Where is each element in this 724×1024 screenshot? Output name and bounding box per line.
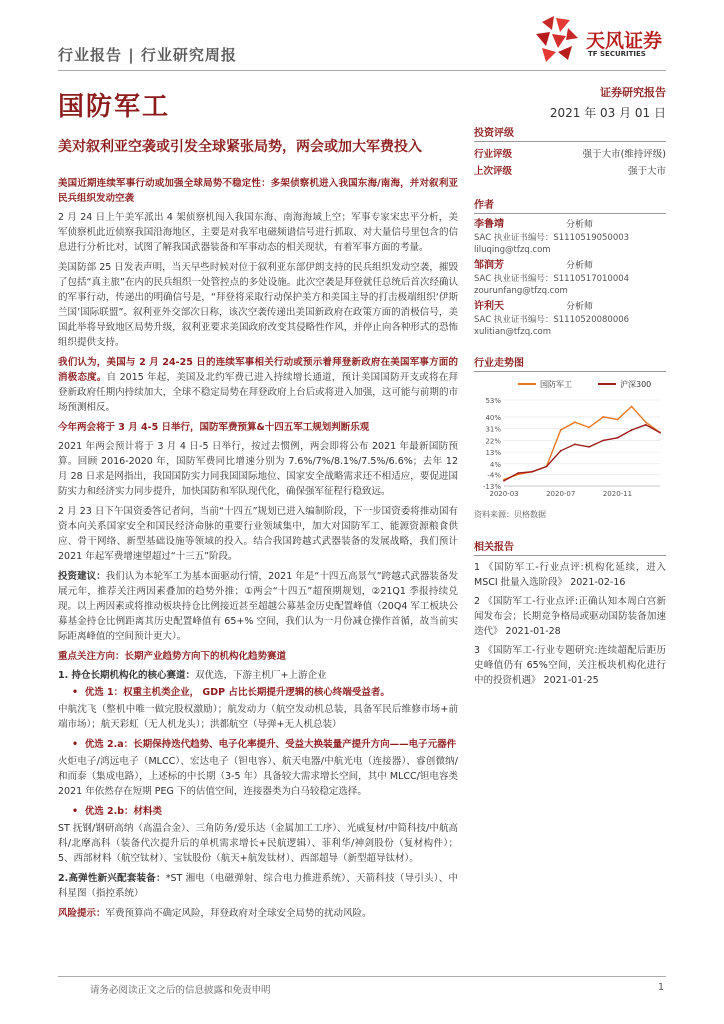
risk-warning xyxy=(58,906,458,921)
paragraph xyxy=(58,355,458,415)
author-block xyxy=(474,218,666,256)
data-point xyxy=(645,424,647,426)
paragraph-lead: 2.高弹性新兴配套装备： xyxy=(58,873,166,884)
paragraph: 中航沈飞（整机中唯一做完股权激励）；航发动力（航空发动机总装，具备军民后维修市场+前端市场）；航天彩虹（无人机龙头）；洪都航空（导弹+无人机总装） xyxy=(58,704,458,730)
data-point xyxy=(574,443,576,445)
chart-source: 资料来源：贝格数据 xyxy=(474,510,546,519)
rating-title: 投资评级 xyxy=(474,124,666,142)
rating-row xyxy=(474,146,666,163)
x-tick-label: 2020-11 xyxy=(602,490,633,498)
author-cert: SAC 执业证书编号：S1110517010004 xyxy=(474,274,630,284)
paragraph-rest: 自 2015 年起，美国及北约军费已进入持续增长通道，预计美国国防开支或将在拜登新政府任期内持续加大，全球不稳定局势在拜登政府上台后或将进入加强，这可能与前期的市场预测相反。 xyxy=(58,372,458,413)
author-cert: SAC 执业证书编号：S1110519050003 xyxy=(474,233,630,243)
header-divider xyxy=(58,70,666,71)
series-line xyxy=(504,407,660,480)
report-date: 2021 年 03 月 01 日 xyxy=(549,106,666,120)
data-point xyxy=(602,416,604,418)
author-role: 分析师 xyxy=(566,302,594,312)
sidebar xyxy=(474,124,666,692)
y-tick-label: 53% xyxy=(485,397,501,405)
data-point xyxy=(659,432,661,434)
industry-trend-chart xyxy=(474,376,666,504)
footer-disclaimer[interactable]: 请务必阅读正文之后的信息披露和免责申明 xyxy=(90,985,271,996)
rating-row xyxy=(474,163,666,180)
logo-mark-icon xyxy=(532,14,580,66)
paragraph-lead: 我们认为，美国与 2 月 24-25 日的连续军事相关行动或预示着拜登新政府在美国军事方面的消极态度。 xyxy=(58,357,458,383)
y-tick-label: -13% xyxy=(482,483,501,491)
y-tick-label: 31% xyxy=(485,425,501,434)
data-point xyxy=(560,429,562,431)
section-title: 重点关注方向：长期产业趋势方向下的机构化趋势赛道 xyxy=(58,651,287,662)
rating-value: 强于大市 xyxy=(627,166,666,177)
legend-label: 国防军工 xyxy=(540,380,572,389)
y-tick-label: 4% xyxy=(489,460,501,469)
logo-name-cn: 天风证券 xyxy=(586,30,663,52)
data-point xyxy=(560,450,562,452)
data-point xyxy=(531,471,533,473)
related-report-link[interactable]: 1 《国防军工-行业点评:机构化延续，进入 MSCI 批量入选阶段》 2021-02-16 xyxy=(474,562,666,588)
rating-key: 上次评级 xyxy=(474,166,513,177)
author-name: 李鲁靖 xyxy=(474,219,504,230)
paragraph: 2 月 24 日上午美军派出 4 架侦察机闯入我国东海、南海海域上空；军事专家宋忠平分析，美军侦察机此近侦察我国沿海地区，主要是对我军电磁频谱信号进行抓取、对大量信号里包含的信息进行分析比对，试图了解我国武器装备和军事动态的相关现状，有着军事方面的考量。 xyxy=(58,212,458,253)
paragraph-rest: 我们认为本轮军工为基本面驱动行情，2021 年是“十四五高景气”跨越式武器装备发展元年，推荐关注两因素叠加的趋势外推；①两会“十四五”超预期规划，②21Q1 季报持续兑现。以上两因素或将推动板块持仓比例接近甚至超越公募基金历史配置峰值（20Q4 军工板块公募基金持仓比例距离其历史配置峰值有 65+% 空间，我们认为一月份减仓操作首循，故当前实际距离峰值的空间预计更大）。 xyxy=(58,571,458,642)
legend-label: 沪深300 xyxy=(620,380,652,389)
paragraph: 美国防部 25 日发表声明，当天早些时候对位于叙利亚东部伊朗支持的民兵组织发动空袭，摧毁了包括“真主旅”在内的民兵组织一处管控点的多处设施。此次空袭是拜登就任总统后首次经确认的军事行动，传递出的明确信号是，“拜登将采取行动保护美方和美国主导的打击极端组织‘伊斯兰国’国际联盟”。叙利亚外交部次日称，该次空袭传递出美国新政府在政策方面的消极信号，美国此举将导致地区局势升级，叙利亚要求美国政府改变其侵略性作风，并停止向各种形式的恐怖组织提供支持。 xyxy=(58,262,458,348)
data-point xyxy=(602,439,604,441)
y-tick-label: 40% xyxy=(485,413,501,422)
data-point xyxy=(517,472,519,474)
y-tick-label: -4% xyxy=(487,471,501,480)
company-logo xyxy=(532,14,672,66)
author-role: 分析师 xyxy=(566,220,594,230)
related-reports xyxy=(474,560,666,688)
footer-divider xyxy=(58,976,666,977)
paragraph xyxy=(58,668,458,683)
author-name: 邹润芳 xyxy=(474,260,504,271)
bullet-text: 优选 1：权重主机类企业， GDP 占比长期提升逻辑的核心终端受益者。 xyxy=(84,687,390,698)
risk-label: 风险提示： xyxy=(58,908,106,919)
paragraph-rest: 双优选，下游主机厂+上游企业 xyxy=(195,670,327,681)
data-point xyxy=(588,446,590,448)
related-report-link[interactable]: 3 《国防军工-行业专题研究:连续超配后距历史峰值仍有 65%空间，关注板块机构化进行中的投资机遇》 2021-01-25 xyxy=(474,645,666,686)
logo-name-en: TF SECURITIES xyxy=(588,50,646,58)
main-body xyxy=(58,176,458,926)
author-block xyxy=(474,259,666,297)
data-point xyxy=(617,419,619,421)
related-report-link[interactable]: 2 《国防军工-行业点评:正确认知本周白宫新闻发布会；长期竞争格局或驱动国防装备加速迭代》 2021-01-28 xyxy=(474,596,666,637)
paragraph xyxy=(58,871,458,901)
x-tick-label: 2020-03 xyxy=(489,490,519,498)
paragraph-lead: 投资建议： xyxy=(58,571,106,582)
paragraph: 火炬电子/鸿远电子（MLCC）、宏达电子（钽电容）、航天电器/中航光电（连接器）、睿创微纳/和而泰（集成电路），上述标的中长期（3-5 年）具备较大需求增长空间，其中 MLCC/钽电容类 2021 年依然存在短期 PEG 下的估值空间，连接器类为白马较稳定选择。 xyxy=(58,756,458,797)
bullet-item: • 优选 2.b：材料类 xyxy=(72,806,163,817)
paragraph: ST 抚钢/钢研高纳（高温合金）、三角防务/爱乐达（金属加工工序）、光威复材/中简科技/中航高科/北摩高科（装备代次提升后的单机需求增长+民航逻辑）、菲利华/神剑股份（复材构件）；5、西部材料（航空钛材）、宝钛股份（航天+航发钛材）、西部超导（新型超导钛材）。 xyxy=(58,823,458,864)
chart-title: 行业走势图 xyxy=(474,354,666,372)
rating-value: 强于大市(维持评级) xyxy=(582,149,666,160)
paragraph: 2021 年两会预计将于 3 月 4 日-5 日举行，按过去惯例，两会即将公布 2021 年最新国防预算。回顾 2016-2020 年，国防军费同比增速分别为 7.6%/7%/8.1%/7.5%/6.6%；去年 12 月 28 日求是网指出，我国国防实力同我国国际地位、国家安全战略需求还不相适应，要促进国防实力和经济实力同步提升，加快国防和军队现代化，确保强军征程行稳致远。 xyxy=(58,441,458,497)
bullet-item: • 优选 1：权重主机类企业， GDP 占比长期提升逻辑的核心终端受益者。 xyxy=(72,687,390,698)
paragraph: 2 月 23 日下午国资委答记者问，当前“十四五”规划已进入编制阶段，下一步国资委将推动国有资本向关系国家安全和国民经济命脉的重要行业领域集中，加大对国防军工、能源资源粮食供应、骨干网络、新型基础设施等领域的投入。结合我国跨越式武器装备的发展战略，我们预计 2021 年起军费增速望超过“十三五”阶段。 xyxy=(58,506,458,562)
data-point xyxy=(588,426,590,428)
data-point xyxy=(503,480,505,482)
author-block xyxy=(474,300,666,338)
section-title: 美国近期连续军事行动或加强全球局势不稳定性：多架侦察机进入我国东海/南海，并对叙利亚民兵组织发动空袭 xyxy=(58,178,458,204)
bullet-item: • 优选 2.a：长期保持迭代趋势、电子化率提升、受益大换装量产提升方向——电子元器件 xyxy=(72,739,457,750)
data-point xyxy=(631,429,633,431)
data-point xyxy=(631,406,633,408)
paragraph-lead: 1. 持仓长期机构化的核心赛道： xyxy=(58,670,196,681)
data-point xyxy=(617,437,619,439)
bullet-text: 优选 2.a：长期保持迭代趋势、电子化率提升、受益大换装量产提升方向——电子元器件 xyxy=(84,739,457,750)
risk-text: 军费预算尚不确定风险，拜登政府对全球安全局势的扰动风险。 xyxy=(105,908,372,919)
report-category: 行业报告 | 行业研究周报 xyxy=(58,46,237,64)
data-point xyxy=(645,421,647,423)
paragraph xyxy=(58,569,458,644)
author-name: 许利天 xyxy=(474,301,504,312)
author-email[interactable]: liluqing@tfzq.com xyxy=(474,245,551,255)
report-headline: 美对叙利亚空袭或引发全球紧张局势，两会或加大军费投入 xyxy=(58,139,422,155)
author-role: 分析师 xyxy=(566,261,594,271)
author-cert: SAC 执业证书编号：S1110520080006 xyxy=(474,315,630,325)
related-title: 相关报告 xyxy=(474,538,666,556)
page-number: 1 xyxy=(657,982,664,993)
rating-key: 行业评级 xyxy=(474,149,513,160)
paragraph-rest: *ST 湘电（电磁弹射、综合电力推进系统）、天箭科技（导引头）、中科星图（指控系统） xyxy=(58,873,458,899)
author-title: 作者 xyxy=(474,196,666,214)
section-title: 今年两会将于 3 月 4-5 日举行，国防军费预算&十四五军工规划判断乐观 xyxy=(58,422,370,433)
y-tick-label: 13% xyxy=(485,449,501,458)
report-type: 证券研究报告 xyxy=(600,86,666,99)
author-email[interactable]: xulitian@tfzq.com xyxy=(474,327,551,337)
x-tick-label: 2020-07 xyxy=(546,490,576,498)
data-point xyxy=(546,466,548,468)
bullet-text: 优选 2.b：材料类 xyxy=(84,806,163,817)
y-tick-label: 22% xyxy=(485,437,501,446)
series-line xyxy=(504,425,660,481)
industry-title: 国防军工 xyxy=(58,92,171,122)
data-point xyxy=(574,421,576,423)
author-email[interactable]: zourunfang@tfzq.com xyxy=(474,286,568,296)
